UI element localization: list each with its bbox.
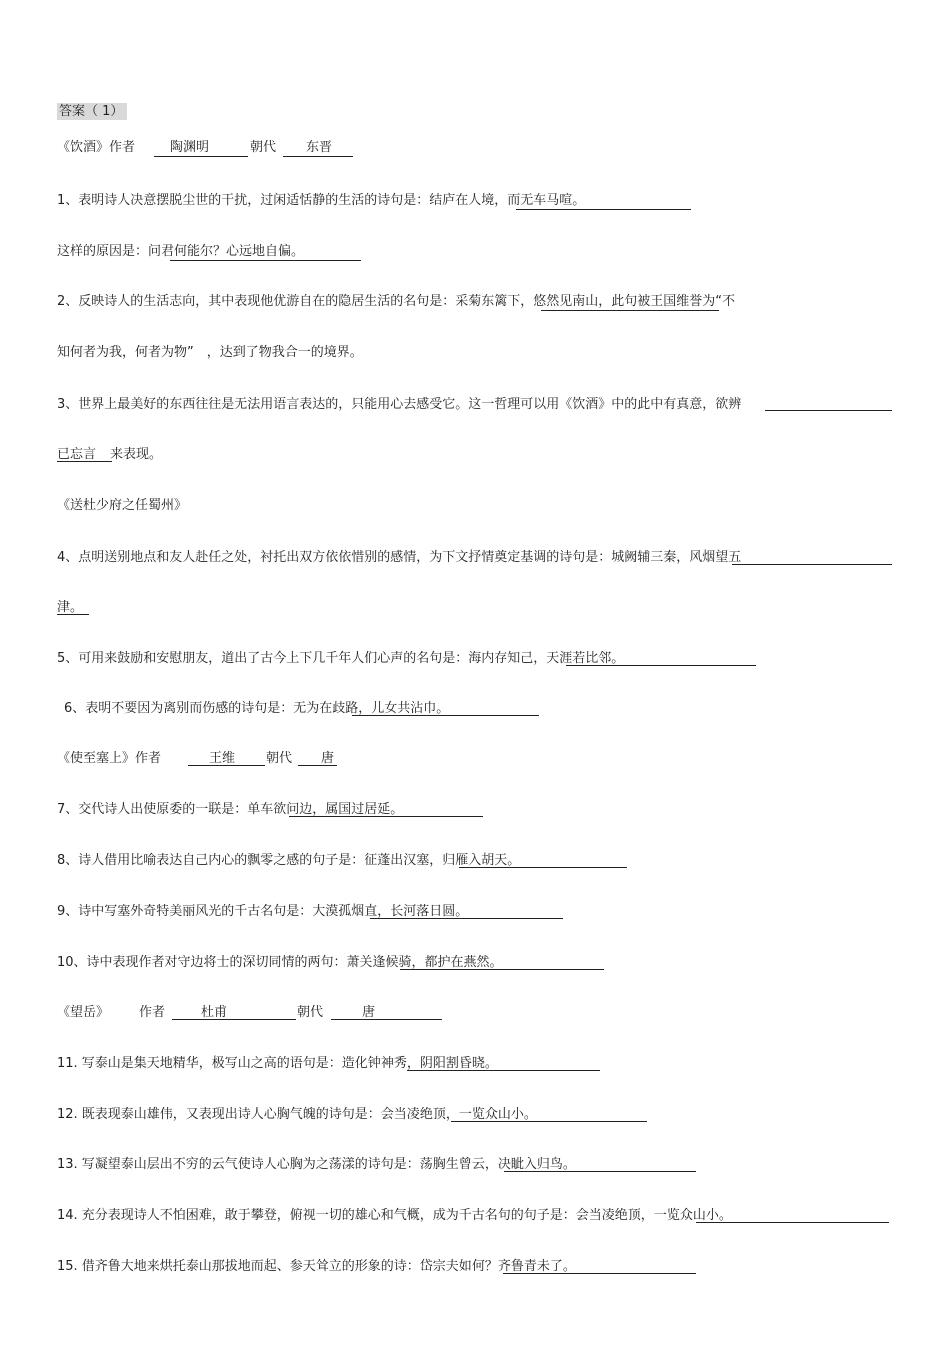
poem-title-author-label: 《使至塞上》作者	[57, 751, 162, 766]
question-text: 12. 既表现泰山雄伟，又表现出诗人心胸气魄的诗句是：会当凌	[57, 1107, 420, 1122]
question-text: 13. 写凝望泰山层出不穷的云气使诗人心胸为之荡漾的诗句是：荡胸生曾	[57, 1157, 472, 1172]
question-text: 8、诗人借用比喻表达自己内心的飘零之感的句子是：征蓬出汉	[57, 853, 417, 868]
question-15	[57, 1258, 576, 1276]
answer-text: 下，悠然见南山，此句被王国	[507, 294, 677, 309]
author-answer: 陶渊明	[170, 140, 210, 155]
question-text: 这样的原因是：问	[57, 244, 162, 259]
dynasty-label: 朝代	[266, 751, 293, 766]
answer-underline	[451, 1121, 647, 1122]
answer-text: 烟直，长河落日圆。	[351, 904, 469, 919]
question-text: 9、诗中写塞外奇特美丽风光的千古名句是：大漠孤	[57, 904, 352, 919]
author-label: 作者	[139, 1005, 166, 1020]
poem-title-author-label: 《饮酒》作者	[57, 140, 136, 155]
dynasty-answer: 东晋	[306, 140, 333, 155]
question-13	[57, 1156, 576, 1174]
question-text-tail: 来表现。	[110, 447, 163, 462]
question-text-tail: 维誉为“不	[676, 294, 736, 309]
answer-text: 神秀，阴阳割昏晓。	[380, 1056, 498, 1071]
dynasty-answer: 唐	[362, 1005, 376, 1020]
question-text: 1、表明诗人决意摆脱尘世的干扰，过闲适恬静的生活的诗句是：结庐在人境	[57, 193, 495, 208]
answer-underline	[370, 918, 563, 919]
poem-header-yinjiu	[57, 139, 135, 157]
answer-underline	[696, 1222, 889, 1223]
answer-text: 津。	[57, 600, 84, 615]
answer-underline	[541, 310, 719, 311]
answer-underline	[732, 564, 892, 565]
answer-text: ，而无车马喧。	[494, 193, 586, 208]
dynasty-label: 朝代	[250, 140, 277, 155]
question-1-line-1	[57, 192, 585, 210]
author-blank	[172, 1019, 296, 1020]
poem-header-songdu: 《送杜少府之任蜀州》	[57, 498, 188, 513]
question-8	[57, 852, 520, 870]
answer-text: 云，决眦入归鸟。	[471, 1157, 576, 1172]
answer-text: 候骑，都护在燕然。	[385, 955, 503, 970]
answer-text: 君何能尔？心远地自偏。	[161, 244, 305, 259]
answer-underline	[57, 461, 112, 462]
answer-underline	[516, 209, 691, 210]
answer-title-text: 答案（ 1）	[57, 103, 127, 120]
author-answer: 王维	[209, 751, 236, 766]
answer-underline	[400, 969, 604, 970]
answer-underline	[57, 614, 89, 615]
answer-text: 一览众山小。	[653, 1208, 732, 1223]
answer-underline	[765, 410, 892, 411]
answer-text: 风烟望五	[689, 550, 742, 565]
dynasty-blank	[331, 1019, 442, 1020]
answer-text: 绝顶，一览众山小。	[419, 1107, 537, 1122]
answer-text: 已忘言	[57, 447, 97, 462]
answer-text: 欲问边，属国过居延。	[273, 802, 404, 817]
dynasty-answer: 唐	[321, 751, 335, 766]
dynasty-label: 朝代	[297, 1005, 324, 1020]
question-text: 14. 充分表现诗人不怕困难，敢于攀登，俯视一切的雄心和气概，成为千古名句的句子是：会当凌绝顶，	[57, 1208, 654, 1223]
question-5	[57, 650, 624, 668]
answer-text: ，天涯若比邻。	[533, 651, 625, 666]
question-text: 4、点明送别地点和友人赴任之处，衬托出双方依依惜别的感情，为下文抒情奠定基调的诗句是：城阙辅三秦，	[57, 550, 690, 565]
poem-header-wangyue: 《望岳》	[57, 1005, 110, 1020]
question-text: 7、交代诗人出使原委的一联是：单车	[57, 802, 274, 817]
answer-title	[57, 103, 127, 121]
question-text: 6、表明不要因为离别而伤感的诗句是：无为在	[64, 701, 333, 716]
question-text: 2、反映诗人的生活志向，其中表现他优游自在的隐居生活的名句是：采菊东篱	[57, 294, 508, 309]
question-14	[57, 1207, 732, 1225]
question-text: 10、诗中表现作者对守边将士的深切同情的两句：萧关逢	[57, 955, 386, 970]
question-text: 11. 写泰山是集天地精华，极写山之高的语句是：造化钟	[57, 1056, 381, 1071]
answer-text: 塞，归雁入胡天。	[416, 853, 521, 868]
question-4-line-1	[57, 549, 741, 567]
answer-underline	[170, 260, 361, 261]
question-2-line-1	[57, 293, 735, 311]
answer-underline	[504, 1171, 696, 1172]
answer-underline	[459, 867, 627, 868]
answer-underline	[503, 1273, 696, 1274]
answer-text: 何？齐鲁青未了。	[471, 1259, 576, 1274]
question-2-line-2: 知何者为我，何者为物” ，达到了物我合一的境界。	[57, 345, 363, 360]
poem-header-shizhisaishang	[57, 750, 161, 768]
answer-underline	[289, 816, 483, 817]
question-3-line-1: 3、世界上最美好的东西往往是无法用语言表达的，只能用心去感受它。这一哲理可以用《饮酒》中的此中有真意，欲辨	[57, 397, 742, 412]
answer-underline	[407, 1070, 600, 1071]
answer-text: 歧路，儿女共沾巾。	[332, 701, 450, 716]
question-1-line-2	[57, 243, 304, 261]
answer-underline	[566, 665, 756, 666]
answer-underline	[352, 715, 539, 716]
question-text: 15. 借齐鲁大地来烘托泰山那拔地而起、参天耸立的形象的诗：岱宗夫如	[57, 1259, 472, 1274]
question-text: 5、可用来鼓励和安慰朋友，道出了古今上下几千年人们心声的名句是：海内存知己	[57, 651, 534, 666]
author-answer: 杜甫	[201, 1005, 228, 1020]
